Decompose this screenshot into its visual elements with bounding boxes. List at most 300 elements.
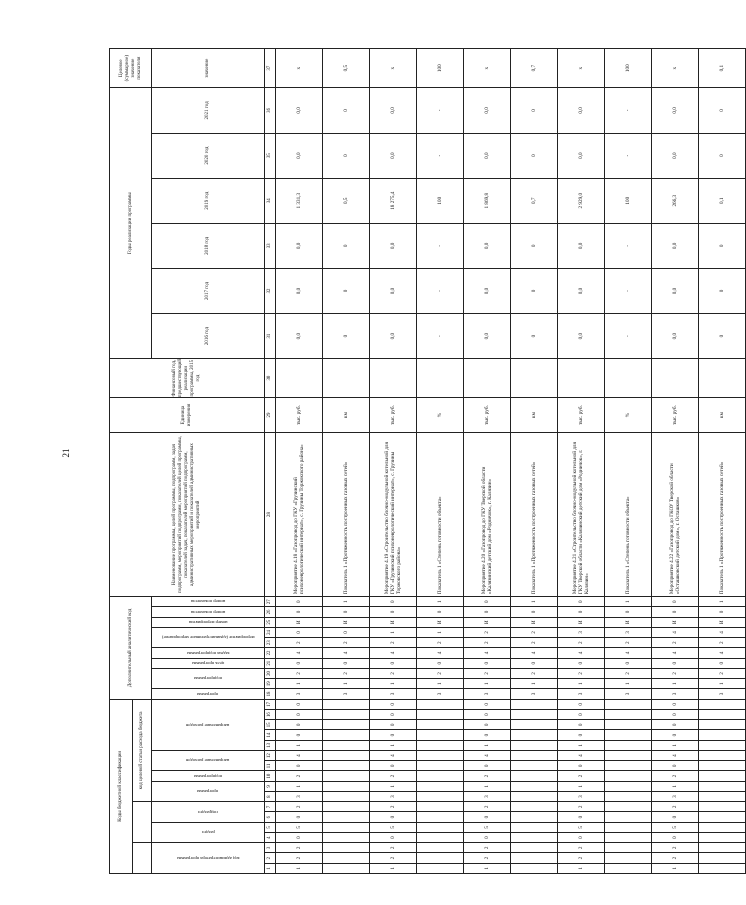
year-value-cell: 100 <box>605 178 652 223</box>
code-cell: 2 <box>417 638 464 648</box>
fin-year-cell <box>605 359 652 398</box>
code-cell: 0 <box>652 607 699 617</box>
year-value-cell: - <box>417 314 464 359</box>
table-row <box>511 49 558 874</box>
code-cell: 2 <box>605 668 652 678</box>
code-cell: 0 <box>370 812 417 822</box>
code-cell: 0 <box>370 597 417 607</box>
code-cell: 0 <box>464 833 511 843</box>
unit-header: Единица измерения <box>110 398 265 433</box>
year-value-cell: 266,3 <box>652 178 699 223</box>
code-cell <box>511 730 558 740</box>
code-cell: 0 <box>652 720 699 730</box>
year-value-cell: 0,0 <box>652 223 699 268</box>
code-expenses-header: направление расходов <box>152 699 265 750</box>
code-cell: 0 <box>558 607 605 617</box>
code-subprog-header: подпрограмма <box>152 668 265 689</box>
code-cell: 0 <box>511 607 558 617</box>
year-value-cell: 0,0 <box>464 314 511 359</box>
column-number-cell: 32 <box>265 268 276 313</box>
code-cell: 2 <box>652 638 699 648</box>
code-cell: 1 <box>511 679 558 689</box>
code-cell <box>511 863 558 873</box>
code-cell: 0 <box>276 761 323 771</box>
code-cell: 1 <box>558 781 605 791</box>
column-number-cell: 25 <box>265 617 276 627</box>
code-cell: 0 <box>652 710 699 720</box>
code-cell <box>511 751 558 761</box>
code-cell: 2 <box>558 843 605 853</box>
code-cell <box>511 822 558 832</box>
year-value-cell: 0 <box>511 88 558 133</box>
code-program-header: программа <box>152 781 265 802</box>
code-cell: И <box>558 617 605 627</box>
year-value-cell: 0,0 <box>558 314 605 359</box>
code-cell: 0 <box>323 607 370 617</box>
table-row <box>417 49 464 874</box>
code-cell: 2 <box>276 853 323 863</box>
code-cell: 3 <box>464 792 511 802</box>
code-cell: 0 <box>652 812 699 822</box>
code-cell <box>699 802 746 812</box>
target-value-cell: 0,7 <box>511 49 558 88</box>
code-cell: 0 <box>652 833 699 843</box>
code-cell: 1 <box>558 740 605 750</box>
target-value-cell: х <box>370 49 417 88</box>
code-cell: 0 <box>370 720 417 730</box>
code-cell <box>699 699 746 709</box>
code-cell: 2 <box>370 853 417 863</box>
code-cell: 3 <box>605 689 652 699</box>
additional-codes-header: Дополнительный аналитический код <box>110 597 152 700</box>
code-cell: И <box>370 617 417 627</box>
code-cell: 0 <box>464 699 511 709</box>
code-cell: 3 <box>699 689 746 699</box>
code-cell: 2 <box>323 668 370 678</box>
column-number-cell: 16 <box>265 710 276 720</box>
year-value-cell: 0,0 <box>464 88 511 133</box>
code-cell: 2 <box>652 853 699 863</box>
code-cell: 0 <box>370 658 417 668</box>
year-2021-header: 2021 год <box>152 88 265 133</box>
target-value-cell: х <box>558 49 605 88</box>
year-value-cell: 0 <box>323 268 370 313</box>
code-cell: 4 <box>699 648 746 658</box>
code-cell: 3 <box>511 689 558 699</box>
code-cell <box>323 730 370 740</box>
code-cell: 0 <box>558 699 605 709</box>
code-cell: 2 <box>558 853 605 863</box>
code-cell <box>417 699 464 709</box>
year-value-cell: 0 <box>699 88 746 133</box>
code-cell: 1 <box>370 627 417 637</box>
code-cell: 1 <box>699 679 746 689</box>
code-cell: 1 <box>652 781 699 791</box>
column-number-cell: 22 <box>265 648 276 658</box>
year-value-cell: 0 <box>511 133 558 178</box>
code-cell: 0 <box>652 597 699 607</box>
code-cell <box>511 853 558 863</box>
code-cell: 2 <box>652 843 699 853</box>
fin-year-cell <box>417 359 464 398</box>
code-cell <box>699 792 746 802</box>
code-prog-header: программа <box>152 689 265 699</box>
code-admin-header: код администратора программы <box>152 843 265 874</box>
program-item-name: Мероприятие 4.22 «Газопровод до ГКОУ Тверской области «Осташковский детский дом», г. Осташков» <box>652 432 699 596</box>
code-task-header: задача подпрограммы <box>152 648 265 658</box>
code-cell <box>511 833 558 843</box>
code-cell: 3 <box>652 792 699 802</box>
column-number-cell: 11 <box>265 761 276 771</box>
table-row <box>558 49 605 874</box>
year-value-cell: 0,0 <box>652 314 699 359</box>
code-cell <box>417 853 464 863</box>
code-cell: 1 <box>558 863 605 873</box>
code-cell: 2 <box>370 638 417 648</box>
code-cell <box>417 781 464 791</box>
program-item-name: Показатель 1 «Протяженность построенных газовых сетей» <box>323 432 370 596</box>
code-cell: 2 <box>652 771 699 781</box>
table-row <box>464 49 511 874</box>
code-cell <box>417 740 464 750</box>
column-number-cell: 5 <box>265 822 276 832</box>
code-cell: 0 <box>276 720 323 730</box>
code-cell: 0 <box>370 710 417 720</box>
code-cell: 0 <box>276 833 323 843</box>
code-cell: 5 <box>370 822 417 832</box>
unit-cell: км <box>511 398 558 433</box>
code-cell <box>699 781 746 791</box>
code-cell: 4 <box>464 648 511 658</box>
program-table <box>109 48 746 874</box>
code-cell: 0 <box>464 597 511 607</box>
code-cell <box>417 802 464 812</box>
code-cell: 3 <box>370 792 417 802</box>
code-cell <box>605 812 652 822</box>
code-cell: 0 <box>652 761 699 771</box>
code-cell: И <box>699 617 746 627</box>
code-cell: 2 <box>370 771 417 781</box>
code-cell <box>605 730 652 740</box>
code-cell: 4 <box>276 751 323 761</box>
column-number-cell: 26 <box>265 607 276 617</box>
code-cell <box>699 771 746 781</box>
code-cell <box>511 812 558 822</box>
code-cell: 0 <box>558 833 605 843</box>
code-cell: 1 <box>558 679 605 689</box>
code-cell: 0 <box>370 833 417 843</box>
year-value-cell: 0,0 <box>370 133 417 178</box>
code-section-header: раздел <box>152 822 265 843</box>
code-cell: 1 <box>276 863 323 873</box>
code-cell: 0 <box>276 607 323 617</box>
code-cell: 2 <box>652 668 699 678</box>
code-cell: И <box>323 617 370 627</box>
code-cell <box>417 822 464 832</box>
code-cell: 0 <box>323 627 370 637</box>
code-cell: 0 <box>558 761 605 771</box>
program-item-name: Показатель 1 «Степень готовности объекта» <box>605 432 652 596</box>
code-cell <box>511 771 558 781</box>
column-number-cell: 24 <box>265 627 276 637</box>
code-cell: 2 <box>417 668 464 678</box>
column-number-cell: 1 <box>265 863 276 873</box>
code-cell: 4 <box>652 648 699 658</box>
year-value-cell: 0,0 <box>464 223 511 268</box>
code-cell <box>605 853 652 863</box>
fin-year-cell <box>558 359 605 398</box>
year-value-cell: 0,0 <box>370 314 417 359</box>
code-cell: 3 <box>276 689 323 699</box>
year-value-cell: - <box>605 88 652 133</box>
code-cell: 4 <box>370 648 417 658</box>
code-cell: 1 <box>605 679 652 689</box>
code-event-header: мероприятие (административное мероприятие) <box>152 627 265 648</box>
year-value-cell: 1 869,8 <box>464 178 511 223</box>
code-cell <box>417 863 464 873</box>
code-cell: 1 <box>370 863 417 873</box>
code-cell <box>699 761 746 771</box>
code-cell: 0 <box>276 627 323 637</box>
code-cell: 2 <box>511 638 558 648</box>
code-cell <box>323 833 370 843</box>
code-cell: 2 <box>370 843 417 853</box>
code-cell: 2 <box>464 843 511 853</box>
code-indicator-header: номер показателя <box>152 607 265 617</box>
target-value-cell: х <box>276 49 323 88</box>
code-cell: 1 <box>605 597 652 607</box>
code-cell <box>699 843 746 853</box>
column-number-cell: 31 <box>265 314 276 359</box>
column-number-cell: 17 <box>265 699 276 709</box>
year-value-cell: - <box>605 133 652 178</box>
code-cell: 0 <box>464 761 511 771</box>
program-item-name: Мероприятие 4.18 «Газопровод до ГКУ «Грузинский психоневрологический интернат», с. Грузины Торжокского района» <box>276 432 323 596</box>
program-item-name: Мероприятие 4.21 «Строительство блочно-модульной котельной для ГКУ Тверской области «Калязинский детский дом «Родничок», г. Калязин» <box>558 432 605 596</box>
code-cell: 1 <box>417 627 464 637</box>
code-cell: 3 <box>464 689 511 699</box>
code-cell: 2 <box>558 668 605 678</box>
code-cell: 0 <box>605 658 652 668</box>
code-cell: 3 <box>558 627 605 637</box>
code-cell: 2 <box>464 853 511 863</box>
year-value-cell: 0,0 <box>464 133 511 178</box>
code-cell: 4 <box>417 648 464 658</box>
year-value-cell: 0,5 <box>323 178 370 223</box>
code-cell: 2 <box>276 668 323 678</box>
year-value-cell: 0,7 <box>511 178 558 223</box>
year-value-cell: 0 <box>511 268 558 313</box>
code-cell <box>605 863 652 873</box>
column-number-cell: 10 <box>265 771 276 781</box>
year-value-cell: 0,0 <box>652 133 699 178</box>
year-2016-header: 2016 год <box>152 314 265 359</box>
year-value-cell: 100 <box>417 178 464 223</box>
code-cell <box>605 699 652 709</box>
target-value-header: значение <box>152 49 265 88</box>
column-number-cell: 35 <box>265 133 276 178</box>
target-value-cell: 100 <box>417 49 464 88</box>
code-cell: 2 <box>464 771 511 781</box>
code-cell: 0 <box>605 607 652 617</box>
year-value-cell: 1 331,3 <box>276 178 323 223</box>
page-number: 21 <box>61 448 71 458</box>
table-row <box>605 49 652 874</box>
code-cell: И <box>464 617 511 627</box>
code-cell: 0 <box>558 658 605 668</box>
code-cell: 1 <box>276 781 323 791</box>
code-cell: 1 <box>417 679 464 689</box>
code-cell: 0 <box>464 607 511 617</box>
year-value-cell: 0,0 <box>558 268 605 313</box>
code-cell <box>511 710 558 720</box>
code-cell <box>323 792 370 802</box>
code-cell: 4 <box>558 648 605 658</box>
code-cell: И <box>276 617 323 627</box>
year-value-cell: 0 <box>699 268 746 313</box>
code-cell <box>605 781 652 791</box>
fin-year-cell <box>276 359 323 398</box>
year-value-cell: - <box>605 223 652 268</box>
code-cell <box>417 730 464 740</box>
code-cell: 0 <box>464 720 511 730</box>
code-cell: 2 <box>511 627 558 637</box>
code-cell: 1 <box>370 740 417 750</box>
code-cell: И <box>511 617 558 627</box>
code-cell <box>605 802 652 812</box>
code-cell: 0 <box>323 658 370 668</box>
year-value-cell: 0 <box>323 133 370 178</box>
code-cell <box>511 699 558 709</box>
code-cell <box>605 740 652 750</box>
code-cell <box>699 730 746 740</box>
year-value-cell: 0 <box>511 223 558 268</box>
year-value-cell: - <box>605 314 652 359</box>
year-value-cell: - <box>417 133 464 178</box>
code-cell: 1 <box>652 863 699 873</box>
year-value-cell: 2 929,0 <box>558 178 605 223</box>
year-2018-header: 2018 год <box>152 223 265 268</box>
column-number-cell: 8 <box>265 792 276 802</box>
year-value-cell: 0,0 <box>558 133 605 178</box>
code-cell: 2 <box>464 668 511 678</box>
program-table-sheet <box>109 48 725 874</box>
code-cell: 3 <box>323 689 370 699</box>
year-value-cell: 0 <box>323 314 370 359</box>
code-cell <box>511 792 558 802</box>
code-cell <box>323 781 370 791</box>
table-row <box>276 49 323 874</box>
code-cell: 2 <box>464 802 511 812</box>
column-number-cell: 15 <box>265 720 276 730</box>
code-cell: 0 <box>558 812 605 822</box>
code-cell <box>417 812 464 822</box>
code-cell: 4 <box>652 627 699 637</box>
code-cell: 1 <box>699 597 746 607</box>
code-event-num-header: номер мероприятия <box>152 617 265 627</box>
code-cell: 1 <box>323 597 370 607</box>
code-cell: 0 <box>276 658 323 668</box>
year-value-cell: 0,0 <box>276 88 323 133</box>
code-cell <box>699 751 746 761</box>
code-cell: 1 <box>464 740 511 750</box>
code-cell: 0 <box>276 710 323 720</box>
code-cell: 2 <box>511 668 558 678</box>
expense-item-code-header: код целевой статьи расхода бюджета <box>133 699 152 802</box>
code-cell: 0 <box>370 699 417 709</box>
code-cell: 3 <box>417 689 464 699</box>
target-value-cell: 0,5 <box>323 49 370 88</box>
code-cell: 2 <box>370 668 417 678</box>
target-value-cell: х <box>652 49 699 88</box>
years-header: Годы реализации программы <box>110 88 152 359</box>
code-cell: 2 <box>276 802 323 812</box>
code-cell: 2 <box>276 771 323 781</box>
year-value-cell: 0,0 <box>370 268 417 313</box>
column-number-cell: 2 <box>265 853 276 863</box>
year-value-cell: 0,0 <box>652 88 699 133</box>
fin-year-header: Финансовый год, предшествующий реализации программы, 2015 год <box>110 359 265 398</box>
code-cell <box>699 710 746 720</box>
fin-year-cell <box>370 359 417 398</box>
code-cell: 3 <box>558 689 605 699</box>
unit-cell: км <box>699 398 746 433</box>
year-value-cell: 18 275,4 <box>370 178 417 223</box>
year-2017-header: 2017 год <box>152 268 265 313</box>
year-value-cell: - <box>417 88 464 133</box>
code-cell: 1 <box>464 781 511 791</box>
code-cell: 4 <box>370 751 417 761</box>
code-cell: 0 <box>370 761 417 771</box>
column-number-cell: 33 <box>265 223 276 268</box>
admin-code-group-header <box>133 843 152 874</box>
code-cell: 0 <box>276 597 323 607</box>
code-cell: 1 <box>276 740 323 750</box>
fin-year-cell <box>511 359 558 398</box>
code-cell: И <box>417 617 464 627</box>
code-cell: 4 <box>511 648 558 658</box>
code-cell: 2 <box>699 668 746 678</box>
code-subsection-header: подраздел <box>152 802 265 823</box>
column-number-cell: 6 <box>265 812 276 822</box>
code-cell: 0 <box>558 720 605 730</box>
unit-cell: тыс. руб. <box>652 398 699 433</box>
code-cell: 0 <box>699 607 746 617</box>
code-cell: 2 <box>464 638 511 648</box>
column-number-cell: 4 <box>265 833 276 843</box>
code-cell: 2 <box>276 843 323 853</box>
code-cell: 5 <box>558 822 605 832</box>
year-value-cell: 0 <box>699 133 746 178</box>
code-cell: 0 <box>464 658 511 668</box>
column-number-cell: 19 <box>265 679 276 689</box>
year-value-cell: 0,0 <box>276 133 323 178</box>
code-cell: 2 <box>464 627 511 637</box>
budget-codes-header: Коды бюджетной классификации <box>110 699 133 873</box>
table-row <box>370 49 417 874</box>
code-cell <box>605 843 652 853</box>
code-cell: 2 <box>605 638 652 648</box>
unit-cell: % <box>605 398 652 433</box>
code-cell <box>323 771 370 781</box>
code-cell: 0 <box>276 812 323 822</box>
code-cell: 5 <box>276 822 323 832</box>
year-value-cell: 0,0 <box>370 88 417 133</box>
code-cell: 2 <box>652 802 699 812</box>
code-cell: 4 <box>464 751 511 761</box>
code-cell: 1 <box>323 679 370 689</box>
target-value-cell: 0,1 <box>699 49 746 88</box>
